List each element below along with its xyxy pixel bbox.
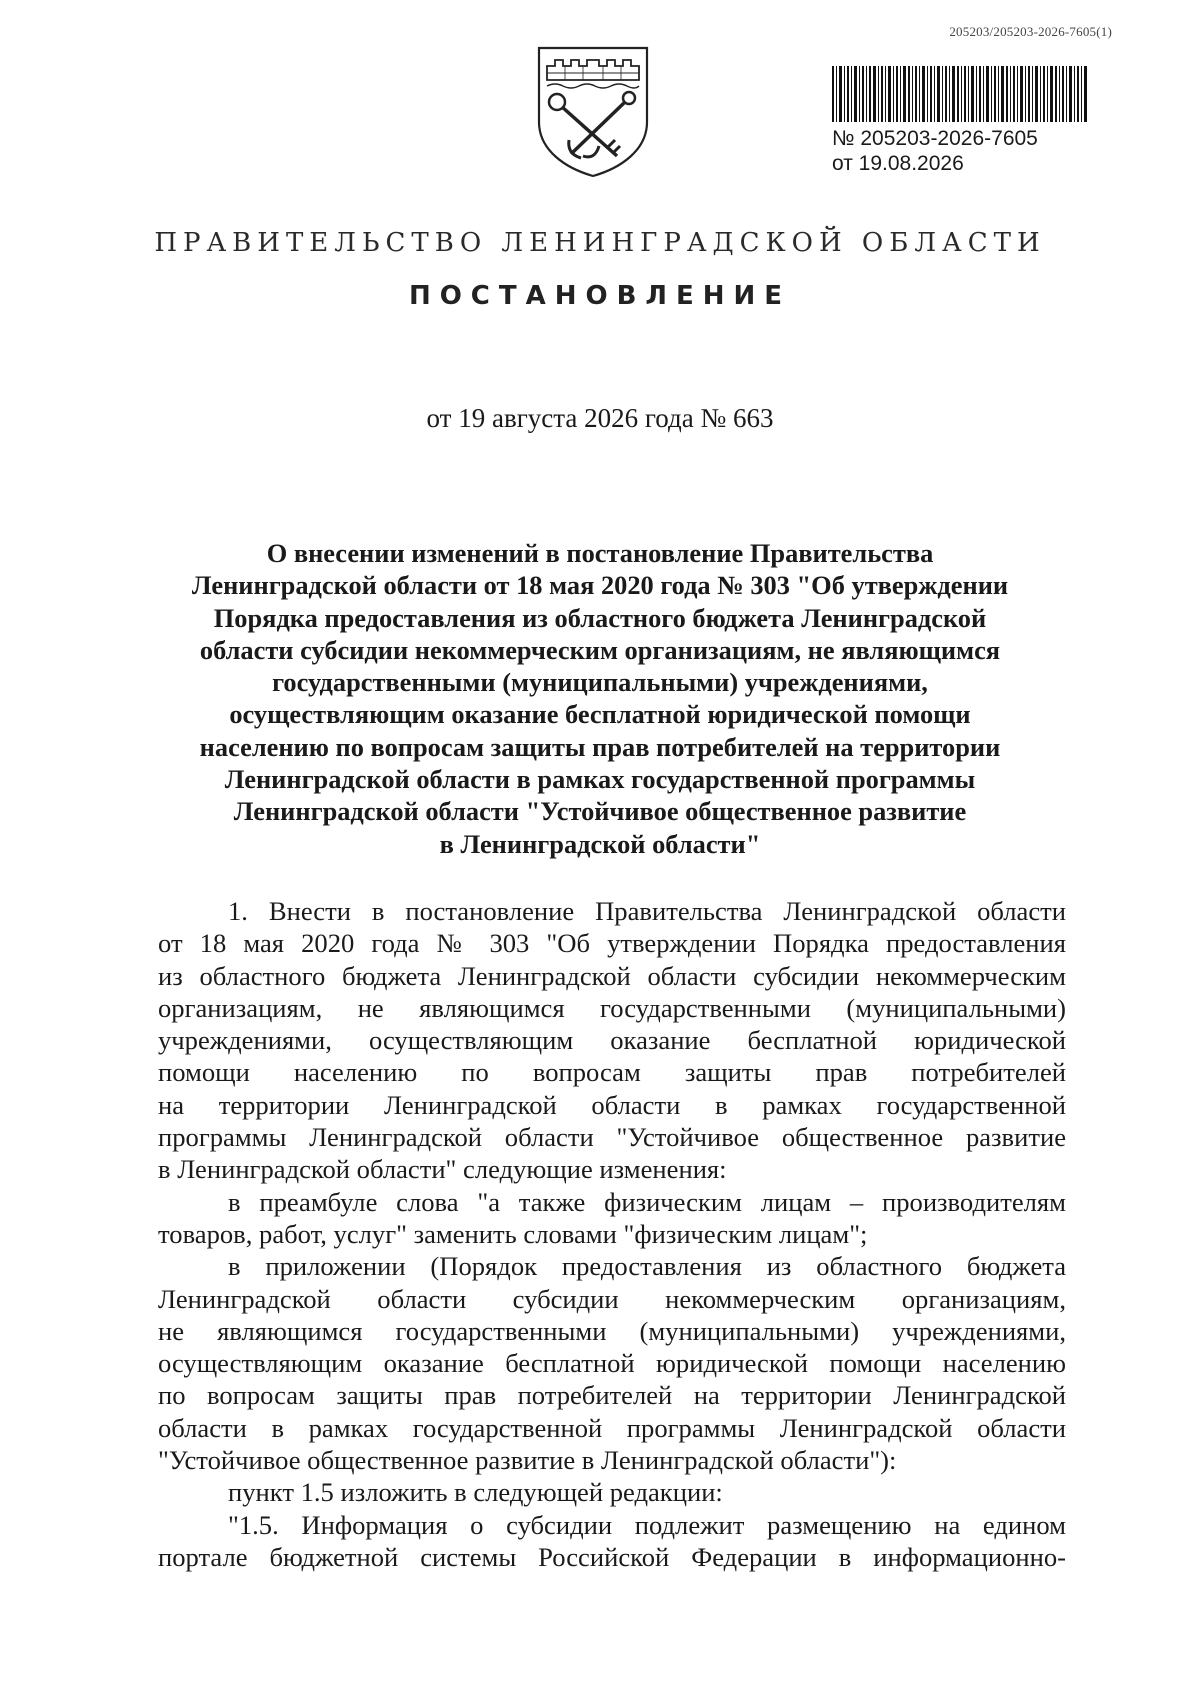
decree-title bbox=[150, 537, 1050, 860]
title-line: осуществляющим оказание бесплатной юридической помощи bbox=[229, 699, 971, 730]
body-line: в Ленинградской области" следующие изменения: bbox=[158, 1154, 727, 1185]
registration-date: от 19.08.2026 bbox=[832, 152, 964, 175]
registration-block bbox=[832, 66, 1092, 176]
title-line: Ленинградской области "Устойчивое общественное развитие bbox=[233, 796, 967, 827]
barcode-icon bbox=[832, 66, 1087, 122]
title-line: Ленинградской области в рамках государственной программы bbox=[224, 764, 976, 795]
issuer-government: ПРАВИТЕЛЬСТВО ЛЕНИНГРАДСКОЙ ОБЛАСТИ bbox=[154, 228, 1046, 258]
body-line: программы Ленинградской области "Устойчивое общественное развитие bbox=[158, 1122, 1066, 1153]
body-line: осуществляющим оказание бесплатной юридической помощи населению bbox=[158, 1348, 1066, 1379]
body-line: портале бюджетной системы Российской Федерации в информационно- bbox=[158, 1541, 1066, 1572]
body-line: товаров, работ, услуг" заменить словами "физическим лицам"; bbox=[158, 1218, 868, 1249]
body-line: помощи населению по вопросам защиты прав потребителей bbox=[158, 1057, 1066, 1088]
title-line: О внесении изменений в постановление Правительства bbox=[266, 538, 934, 568]
registration-number: № 205203-2026-7605 bbox=[832, 127, 1038, 150]
title-line: государственными (муниципальными) учреждениями, bbox=[272, 667, 928, 698]
title-line: области субсидии некоммерческим организациям, не являющимся bbox=[199, 634, 1001, 665]
body-line: организациям, не являющимся государственными (муниципальными) bbox=[158, 992, 1066, 1023]
decree-date-number: от 19 августа 2026 года № 663 bbox=[426, 403, 774, 433]
title-line: Порядка предоставления из областного бюджета Ленинградской bbox=[213, 602, 987, 633]
document-type: ПОСТАНОВЛЕНИЕ bbox=[408, 281, 792, 311]
body-line: в преамбуле слова "а также физическим лицам – производителям bbox=[228, 1186, 1066, 1217]
body-line: из областного бюджета Ленинградской области субсидии некоммерческим bbox=[158, 960, 1066, 991]
title-line: Ленинградской области от 18 мая 2020 года № 303 "Об утверждении bbox=[191, 570, 1009, 601]
top-reference-number: 205203/205203-2026-7605(1) bbox=[949, 24, 1112, 39]
body-line: пункт 1.5 изложить в следующей редакции: bbox=[228, 1477, 723, 1508]
coat-of-arms-icon bbox=[525, 44, 661, 180]
decree-body bbox=[158, 895, 1066, 1573]
title-line: в Ленинградской области" bbox=[439, 828, 761, 859]
body-line: "Устойчивое общественное развитие в Ленинградской области"): bbox=[158, 1445, 897, 1476]
body-line: не являющимся государственными (муниципальными) учреждениями, bbox=[158, 1315, 1066, 1346]
body-line: в приложении (Порядок предоставления из областного бюджета bbox=[228, 1251, 1066, 1282]
body-line: учреждениями, осуществляющим оказание бесплатной юридической bbox=[158, 1025, 1066, 1056]
body-line: области в рамках государственной программы Ленинградской области bbox=[158, 1412, 1066, 1443]
body-line: Ленинградской области субсидии некоммерческим организациям, bbox=[158, 1283, 1066, 1314]
body-line: на территории Ленинградской области в рамках государственной bbox=[158, 1089, 1066, 1120]
body-line: "1.5. Информация о субсидии подлежит размещению на едином bbox=[228, 1509, 1066, 1540]
body-line: по вопросам защиты прав потребителей на территории Ленинградской bbox=[158, 1380, 1066, 1411]
body-line: 1. Внести в постановление Правительства Ленинградской области bbox=[228, 896, 1066, 926]
body-line: от 18 мая 2020 года № 303 "Об утверждении Порядка предоставления bbox=[158, 928, 1066, 959]
title-line: населению по вопросам защиты прав потребителей на территории bbox=[199, 731, 1001, 762]
